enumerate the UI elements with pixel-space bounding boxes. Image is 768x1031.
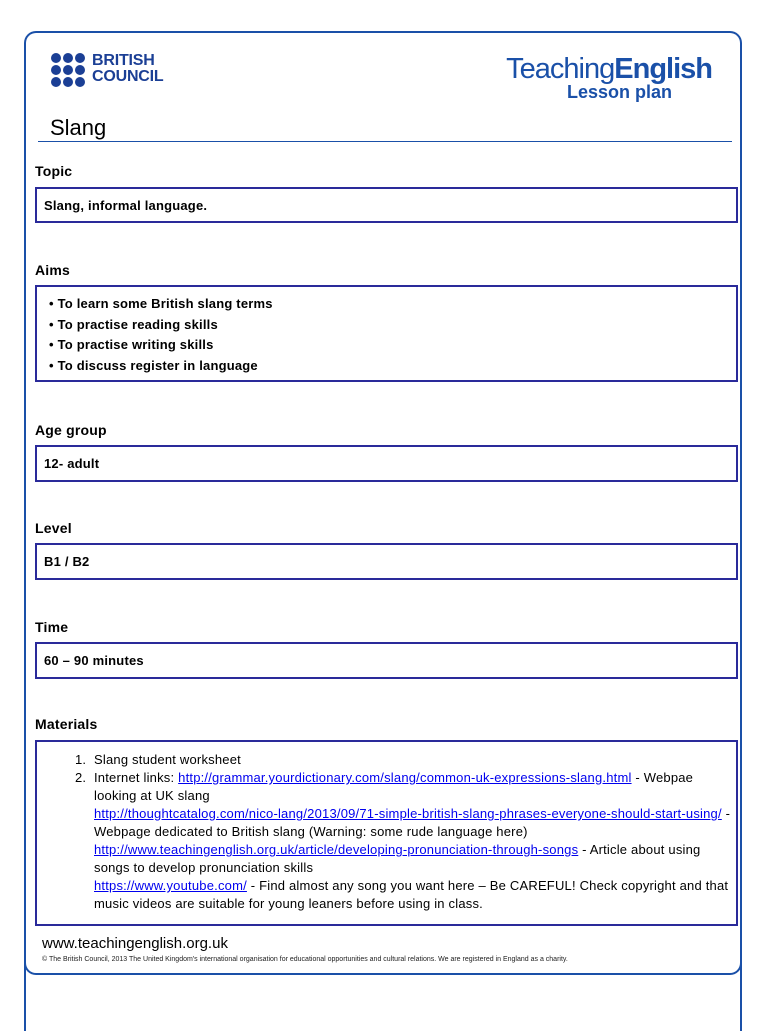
document-title: Slang: [50, 115, 107, 140]
teaching-english-logo: [506, 54, 712, 102]
youtube-link[interactable]: https://www.youtube.com/: [94, 878, 247, 893]
list-item: • To discuss register in language: [49, 356, 736, 377]
level-label: Level: [35, 520, 72, 536]
grammar-dictionary-link[interactable]: http://grammar.yourdictionary.com/slang/common-uk-expressions-slang.html: [178, 770, 632, 785]
list-item: 2. Internet links: http://grammar.yourdictionary.com/slang/common-uk-expressions-slang.html - Webpae looking at UK slang http://thoughtcatalog.com/nico-lang/2013/09/71-simple-british-slang-phrases-everyone-should-start-using/ - Webpage dedicated to British slang (Warning: some rude language here) http://www.teachingenglish.org.uk/article/developing-pronunciation-through-songs - Article about using songs to develop pronunciation skills https://www.youtube.com/ - Find almost any song you want here – Be CAREFUL! Check copyright and that music videos are suitable for young leaners before using in class.: [90, 769, 736, 913]
time-box: [35, 642, 738, 679]
aims-label: Aims: [35, 262, 71, 278]
footer-copyright: © The British Council, 2013 The United Kingdom's international organisation for educational opportunities and cultural relations. We are registered in England as a charity.: [42, 956, 568, 963]
aims-box: [35, 285, 738, 382]
aims-list: [37, 287, 736, 376]
topic-label: Topic: [35, 163, 73, 179]
age-group-box: [35, 445, 738, 482]
time-label: Time: [35, 619, 69, 635]
topic-value: Slang, informal language.: [44, 198, 208, 213]
list-item: • To practise writing skills: [49, 335, 736, 356]
list-item: 1. Slang student worksheet: [90, 751, 736, 769]
british-council-dots-icon: [50, 52, 86, 88]
title-divider: [38, 141, 732, 142]
teachingenglish-article-link[interactable]: http://www.teachingenglish.org.uk/article/developing-pronunciation-through-songs: [94, 842, 579, 857]
age-group-value: 12- adult: [44, 456, 100, 471]
topic-box: [35, 187, 738, 223]
level-box: [35, 543, 738, 580]
level-value: B1 / B2: [44, 554, 90, 569]
list-item: • To learn some British slang terms: [49, 294, 736, 315]
lesson-plan-subtitle: Lesson plan: [566, 82, 672, 102]
time-value: 60 – 90 minutes: [44, 653, 144, 668]
british-council-wordmark: BRITISH COUNCIL: [92, 52, 164, 85]
age-group-label: Age group: [35, 422, 107, 438]
teaching-english-wordmark: TeachingEnglish: [506, 53, 712, 85]
thoughtcatalog-link[interactable]: http://thoughtcatalog.com/nico-lang/2013/09/71-simple-british-slang-phrases-everyone-should-start-using/: [94, 806, 722, 821]
british-council-logo: [50, 52, 180, 88]
footer-site-url[interactable]: www.teachingenglish.org.uk: [42, 935, 228, 952]
materials-box: [35, 740, 738, 926]
list-item: • To practise reading skills: [49, 315, 736, 336]
materials-label: Materials: [35, 716, 98, 732]
materials-list: [37, 742, 736, 913]
